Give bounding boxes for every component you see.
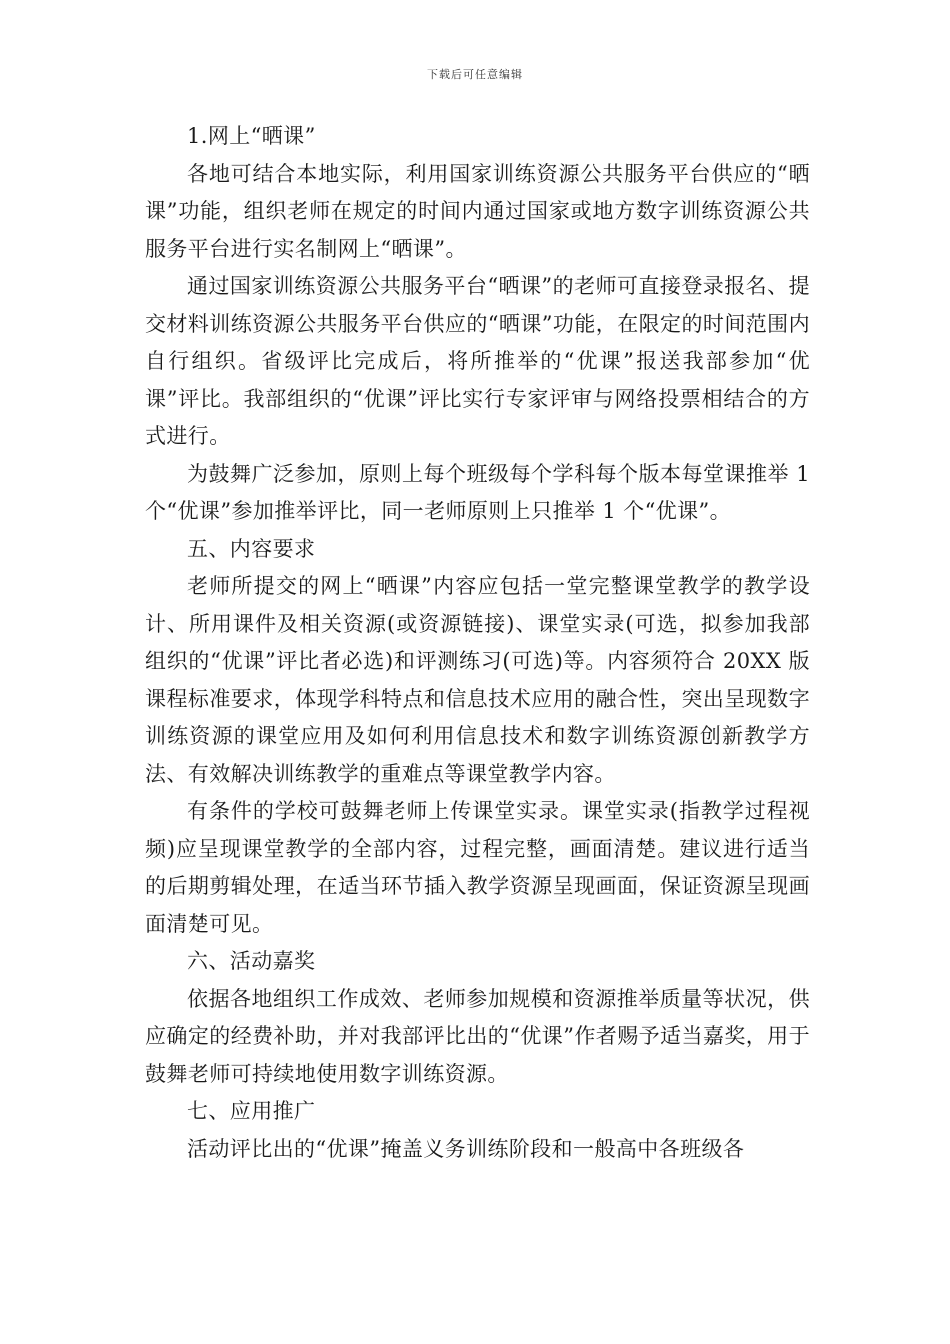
document-body (145, 118, 810, 1168)
page-header-note: 下载后可任意编辑 (427, 68, 523, 81)
paragraph: 活动评比出的“优课”掩盖义务训练阶段和一般高中各班级各 (187, 1136, 745, 1161)
paragraph: 通过国家训练资源公共服务平台“晒课”的老师可直接登录报名、提交材料训练资源公共服务平台供应的“晒课”功能，在限定的时间范围内自行组织。省级评比完成后，将所推举的“优课”报送我部参加“优课”评比。我部组织的“优课”评比实行专家评审与网络投票相结合的方式进行。 (145, 274, 810, 448)
paragraph: 依据各地组织工作成效、老师参加规模和资源推举质量等状况，供应确定的经费补助，并对我部评比出的“优课”作者赐予适当嘉奖，用于鼓舞老师可持续地使用数字训练资源。 (145, 986, 810, 1086)
paragraph: 各地可结合本地实际，利用国家训练资源公共服务平台供应的“晒课”功能，组织老师在规定的时间内通过国家或地方数字训练资源公共服务平台进行实名制网上“晒课”。 (145, 161, 810, 261)
section-heading-content-requirements: 五、内容要求 (187, 536, 316, 561)
section-heading-awards: 六、活动嘉奖 (187, 949, 316, 973)
paragraph: 为鼓舞广泛参加，原则上每个班级每个学科每个版本每堂课推举 1 个“优课”参加推举评比，同一老师原则上只推举 1 个“优课”。 (145, 461, 810, 523)
section-heading-online-course: 1.网上“晒课” (187, 124, 316, 148)
paragraph: 老师所提交的网上“晒课”内容应包括一堂完整课堂教学的教学设计、所用课件及相关资源(或资源链接)、课堂实录(可选，拟参加我部组织的“优课”评比者必选)和评测练习(可选)等。内容须符合 20XX 版课程标准要求，体现学科特点和信息技术应用的融合性，突出呈现数字训练资源的课堂应用及如何利用信息技术和数字训练资源创新教学方法、有效解决训练教学的重难点等课堂教学内容。 (145, 574, 810, 786)
paragraph: 有条件的学校可鼓舞老师上传课堂实录。课堂实录(指教学过程视频)应呈现课堂教学的全部内容，过程完整，画面清楚。建议进行适当的后期剪辑处理，在适当环节插入教学资源呈现画面，保证资源呈现画面清楚可见。 (145, 799, 810, 936)
section-heading-promotion: 七、应用推广 (187, 1099, 316, 1123)
